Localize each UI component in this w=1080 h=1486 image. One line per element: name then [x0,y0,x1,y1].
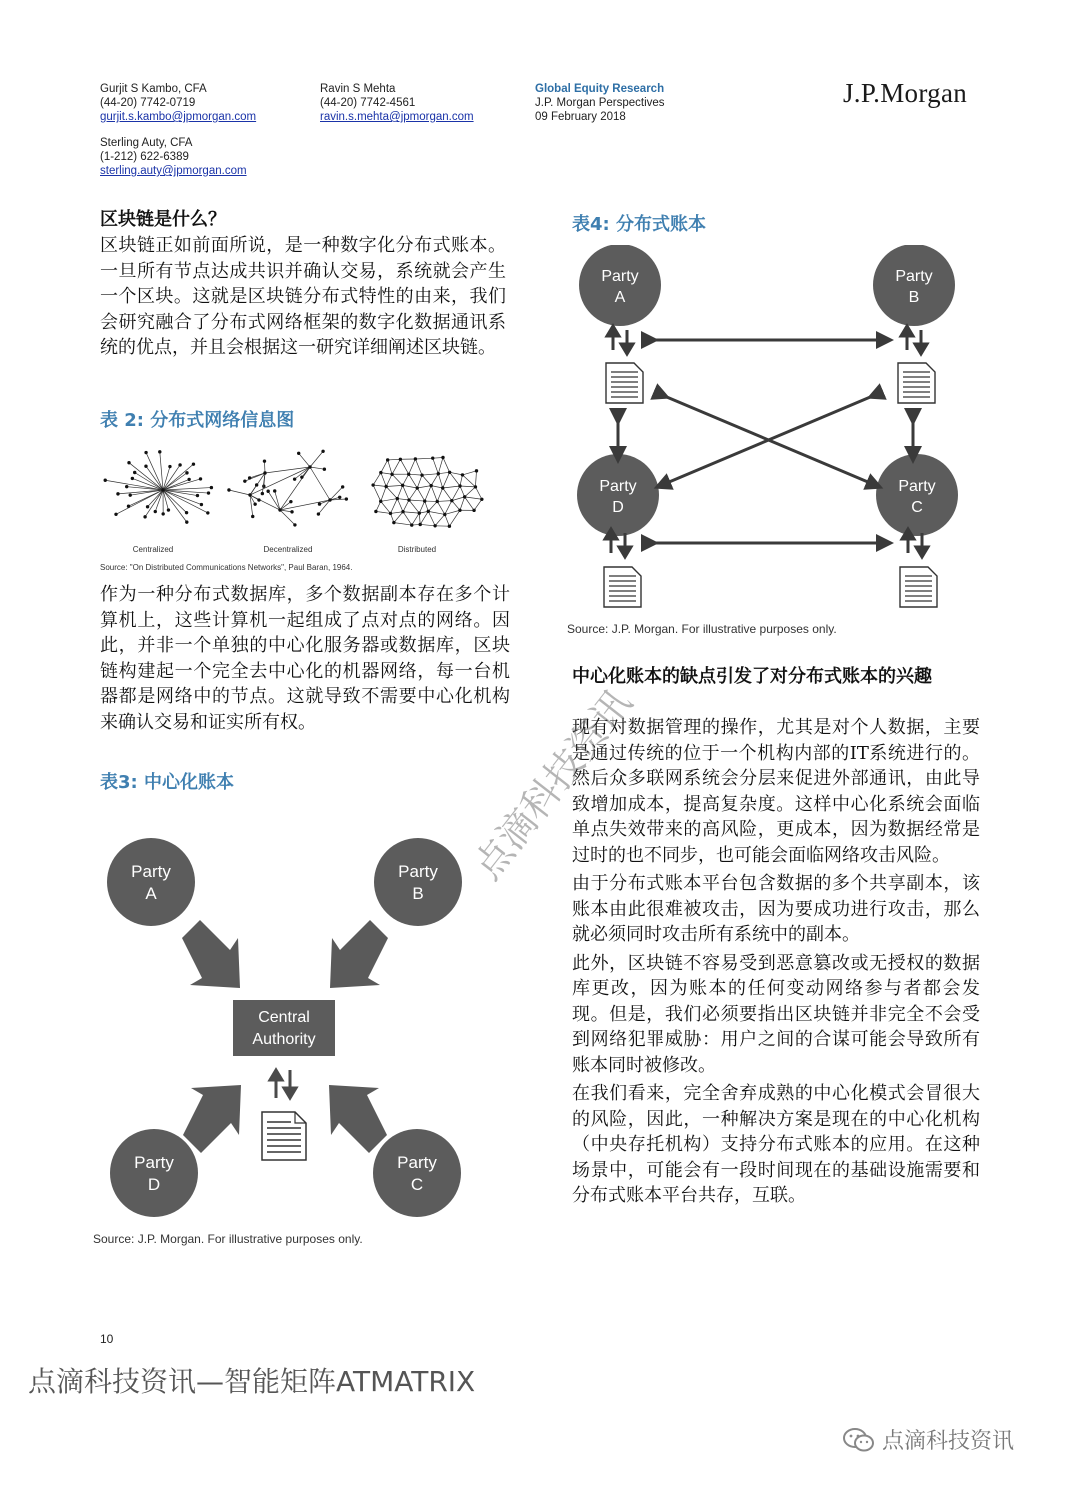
wechat-account [842,1424,1014,1455]
svg-text:A: A [145,884,157,903]
party-a-node [579,245,661,326]
section-heading-ledger-drawbacks: 中心化账本的缺点引发了对分布式账本的兴趣 [572,666,932,687]
party-d-node [577,454,659,536]
figure-3-source: Source: J.P. Morgan. For illustrative purposes only. [93,1232,363,1246]
svg-text:B: B [412,884,424,903]
distributed-ledger-figure [570,245,990,620]
arrow-c-to-center [329,1085,387,1153]
ledger-document-icon [262,1112,306,1160]
author-1-email-link[interactable]: gurjit.s.kambo@jpmorgan.com [100,111,257,123]
footer-brand: 点滴科技资讯—智能矩阵ATMATRIX [28,1365,476,1398]
centralized-ledger-figure [90,830,490,1230]
wechat-icon [842,1427,876,1453]
arrow-d-to-center [183,1085,241,1153]
ledger-document-icon [604,567,641,607]
paragraph-tamper-resistance: 此外，区块链不容易受到恶意篡改或无授权的数据库更改，因为账本的任何变动网络参与者都会发现。但是，我们必须要指出区块链并非完全不会受到网络犯罪威胁：用户之间的合谋可能会导致所有账本同时被修改。 [572,952,980,1076]
figure-2-source: Source: "On Distributed Communications Networks", Paul Baran, 1964. [100,563,353,572]
paragraph-distributed-db: 作为一种分布式数据库，多个数据副本存在多个计算机上，这些计算机一起组成了点对点的网络。因此，并非一个单独的中心化服务器或数据库，区块链构建起一个完全去中心化的机器网络，每一台机器都是网络中的节点。这就导致不需要中心化机构来确认交易和证实所有权。 [100,584,510,733]
svg-text:Party: Party [131,862,171,881]
svg-text:Authority: Authority [252,1031,316,1048]
author-3 [100,136,247,178]
party-d-node [110,1129,198,1217]
ledger-document-icon [898,363,935,403]
distributed-label: Distributed [397,545,437,554]
arrow-a-to-center [182,920,240,988]
author-1-name: Gurjit S Kambo, CFA [100,83,207,95]
centralized-network-graphic [104,450,214,524]
svg-text:Party: Party [398,862,438,881]
section-heading-what-is-blockchain: 区块链是什么？ [100,209,226,230]
svg-text:Party: Party [397,1153,437,1172]
author-3-phone: (1-212) 622-6389 [100,151,189,163]
svg-text:C: C [911,499,923,516]
party-a-node [107,838,195,926]
figure-4-source: Source: J.P. Morgan. For illustrative purposes only. [567,622,837,636]
decentralized-network-graphic [227,450,348,527]
author-2-name: Ravin S Mehta [320,83,396,95]
svg-text:Central: Central [258,1009,310,1026]
author-1-phone: (44-20) 7742-0719 [100,97,196,109]
right-body [572,715,980,1209]
table-3-title: 表3: 中心化账本 [100,772,234,793]
jpmorgan-logo: J.P.Morgan [843,78,968,108]
paragraph-data-management: 现有对数据管理的操作，尤其是对个人数据，主要是通过传统的位于一个机构内部的IT系统进行的。然后众多联网系统会分层来促进外部通讯，由此导致增加成本，提高复杂度。这样中心化系统会面临单点失效带来的高风险，更成本，因为数据经常是过时的也不同步，也可能会面临网络攻击风险。 [572,717,980,866]
author-1 [100,82,256,124]
svg-text:D: D [147,1175,161,1194]
wechat-account-name: 点滴科技资讯 [882,1429,1015,1454]
arrow-b-to-center [330,920,388,988]
ledger-document-icon [900,567,937,607]
svg-text:D: D [612,499,624,516]
author-3-email-link[interactable]: sterling.auty@jpmorgan.com [100,165,247,177]
distributed-network-graphic [371,456,483,528]
svg-text:Party: Party [599,478,637,495]
svg-text:B: B [908,289,920,306]
svg-text:Party: Party [601,268,639,285]
diagonal-watermark: 点滴科技资讯 [465,680,641,888]
author-2 [320,82,474,124]
party-c-node [373,1129,461,1217]
peer-connection-arrows [618,340,913,543]
author-2-email-link[interactable]: ravin.s.mehta@jpmorgan.com [320,111,474,123]
ledger-document-icon [606,363,643,403]
centralized-label: Centralized [132,545,174,554]
table-2-title: 表 2: 分布式网络信息图 [100,410,295,431]
paragraph-shared-copies: 由于分布式账本平台包含数据的多个共享副本，该账本由此很难被攻击，因为要成功进行攻击，那么就必须同时攻击所有系统中的副本。 [572,873,980,945]
report-info [535,82,665,124]
table-4-title: 表4: 分布式账本 [572,214,706,235]
svg-text:C: C [410,1175,424,1194]
sync-arrows-icon [270,1070,296,1098]
party-c-node [876,454,958,536]
research-label: Global Equity Research [535,83,665,95]
party-b-node [374,838,462,926]
svg-text:Party: Party [895,268,933,285]
author-3-name: Sterling Auty, CFA [100,137,193,149]
paragraph-coexistence: 在我们看来，完全舍弃成熟的中心化模式会冒很大的风险，因此，一种解决方案是现在的中心化机构（中央存托机构）支持分布式账本的应用。在这种场景中，可能会有一段时间现在的基础设施需要和分布式账本平台共存，互联。 [572,1083,980,1206]
report-date: 09 February 2018 [535,111,626,123]
paragraph-intro: 区块链正如前面所说，是一种数字化分布式账本。一旦所有节点达成共识并确认交易，系统就会产生一个区块。这就是区块链分布式特性的由来，我们会研究融合了分布式网络框架的数字化数据通讯系统的优点，并且会根据这一研究详细阐述区块链。 [100,235,506,358]
central-authority-box [233,1000,335,1056]
page-number: 10 [100,1332,114,1346]
publication-label: J.P. Morgan Perspectives [535,97,665,109]
svg-text:Party: Party [898,478,936,495]
decentralized-label: Decentralized [263,545,313,554]
author-2-phone: (44-20) 7742-4561 [320,97,416,109]
network-topology-figure [95,445,495,575]
svg-text:Party: Party [134,1153,174,1172]
party-b-node [873,245,955,326]
svg-text:A: A [614,289,626,306]
